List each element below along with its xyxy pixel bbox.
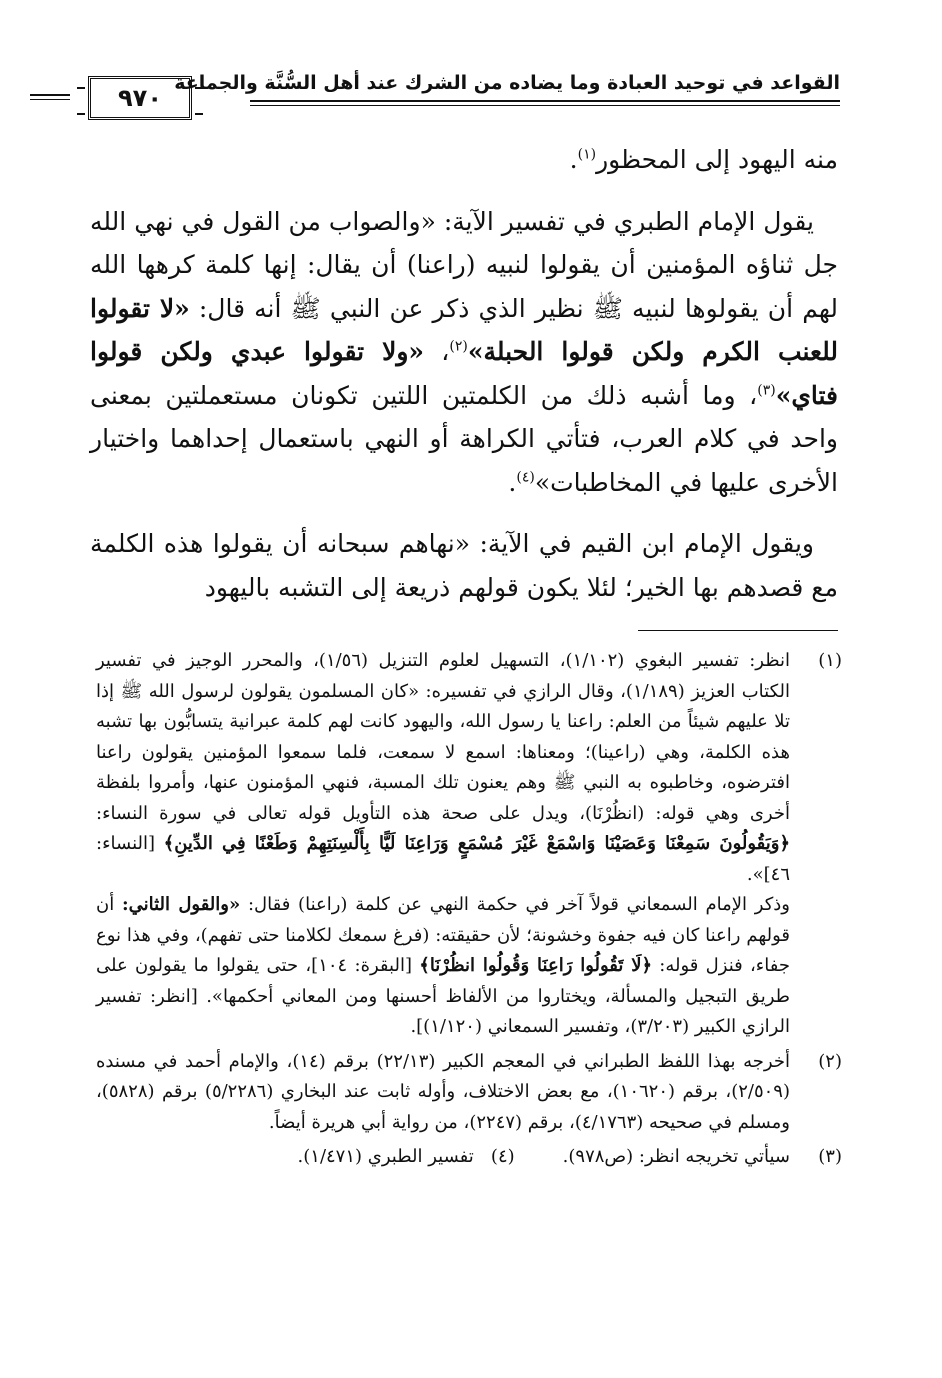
running-title: القواعد في توحيد العبادة وما يضاده من الشرك عند أهل السُّنَّة والجماعة <box>174 72 840 94</box>
footnote-number: (٣) <box>818 1146 842 1167</box>
page-number: ٩٧٠ <box>118 84 162 112</box>
paragraph: ويقول الإمام ابن القيم في الآية: «نهاهم سبحانه أن يقولوا هذه الكلمة مع قصدهم بها الخير؛ لئلا يكون قولهم ذريعة إلى التشبه باليهود <box>90 529 838 602</box>
footnote-4-text: تفسير الطبري (١/٤٧١). <box>297 1146 474 1167</box>
hadith-quote: «لا تقولوا للعنب الكرم ولكن قولوا الحبلة» <box>90 293 838 366</box>
page-header <box>88 70 840 122</box>
footnote-2: (٢) أخرجه بهذا اللفظ الطبراني في المعجم الكبير (٢٢/١٣) برقم (١٤)، والإمام أحمد في مسنده (٢/٥٠٩)، برقم (١٠٦٢٠)، مع بعض الاختلاف، وأوله ثابت عند البخاري (٥/٢٢٨٦) برقم (٥٨٢٨)، ومسلم في صحيحه (٤/١٧٦٣)، برقم (٢٢٤٧)، من رواية أبي هريرة أيضاً. <box>96 1047 842 1139</box>
footnote-ref[interactable]: (١) <box>577 146 597 163</box>
quran-verse: ﴿لَا تَقُولُوا رَاعِنَا وَقُولُوا انظُرْنَا﴾ <box>419 955 653 976</box>
main-text <box>90 138 838 627</box>
footnote-3-4 <box>96 1142 842 1173</box>
footnote-1: (١) انظر: تفسير البغوي (١/١٠٢)، التسهيل لعلوم التنزيل (١/٥٦)، والمحرر الوجيز في تفسير الكتاب العزيز (١/١٨٩)، وقال الرازي في تفسيره: «كان المسلمون يقولون لرسول الله ﷺ إذا تلا عليهم شيئاً من العلم: راعنا يا رسول الله، واليهود كانت لهم كلمة عبرانية يتسابُّون بها تشبه هذه الكلمة، وهي (راعينا)؛ ومعناها: اسمع لا سمعت، فلما سمعوا المؤمنين يقولون راعنا افترضوه، وخاطبوه به النبي ﷺ وهم يعنون تلك المسبة، فنهي المؤمنون عنها، وأمروا بلفظة أخرى وهي قوله: (انظُرْنَا)، ويدل على صحة هذه التأويل قوله تعالى في سورة النساء: ﴿وَيَقُولُونَ سَمِعْنَا وَعَصَيْنَا وَاسْمَعْ غَيْرَ مُسْمَعٍ وَرَاعِنَا لَيًّا بِأَلْسِنَتِهِمْ وَطَعْنًا فِي الدِّينِ﴾ [النساء: ٤٦]». وذكر الإمام السمعاني قولاً آخر في حكمة النهي عن كلمة (راعنا) فقال: «والقول الثاني: أن قولهم راعنا كان فيه جفوة وخشونة؛ لأن حقيقته: (فرغ سمعك لكلامنا حتى تفهم)، وفي هذا نوع جفاء، فنزل قوله: ﴿لَا تَقُولُوا رَاعِنَا وَقُولُوا انظُرْنَا﴾ [البقرة: ١٠٤]، حتى يقولوا ما يقولون على طريق التبجيل والمسألة، ويختاروا من الألفاظ أحسنها ومن المعاني أحكمها». [انظر: تفسير الرازي الكبير (٣/٢٠٣)، وتفسير السمعاني (١/١٢٠)]. <box>96 646 842 1043</box>
footnote-3-text: سيأتي تخريجه انظر: (ص٩٧٨). <box>562 1146 790 1167</box>
footnote-ref[interactable]: (٣) <box>757 382 776 399</box>
footnote-number: (٢) <box>818 1050 842 1072</box>
hadith-quote: «ولا تقولوا عبدي ولكن قولوا فتاي» <box>90 337 838 410</box>
footnote-ref[interactable]: (٢) <box>449 338 468 355</box>
paragraph: منه اليهود إلى المحظور$^{(١)}$. <box>569 145 838 174</box>
header-rule <box>250 100 840 106</box>
footnote-number: (١) <box>818 650 842 671</box>
header-rule-short <box>30 94 70 100</box>
quran-verse: ﴿وَيَقُولُونَ سَمِعْنَا وَعَصَيْنَا وَاسْمَعْ غَيْرَ مُسْمَعٍ وَرَاعِنَا لَيًّا بِأَلْسِنَتِهِمْ وَطَعْنًا فِي الدِّينِ﴾ <box>163 833 791 854</box>
paragraph: يقول الإمام الطبري في تفسير الآية: «والصواب من القول في نهي الله جل ثناؤه المؤمنين أن يقولوا لنبيه (راعنا) أن يقال: إنها كلمة كرهها الله لهم أن يقولوها لنبيه ﷺ نظير الذي ذكر عن النبي ﷺ أنه قال: «لا تقولوا للعنب الكرم ولكن قولوا الحبلة»$^{(٢)}$، «ولا تقولوا عبدي ولكن قولوا فتاي»$^{(٣)}$، وما أشبه ذلك من الكلمتين اللتين تكونان مستعملتين بمعنى واحد في كلام العرب، فتأتي الكراهة أو النهي باستعمال إحداهما واختيار الأخرى عليها في المخاطبات»$^{(٤)}$. <box>90 206 838 497</box>
page-number-box <box>88 76 192 120</box>
footnote-separator <box>638 630 838 631</box>
footnote-ref[interactable]: (٤) <box>516 469 535 486</box>
footnotes <box>96 646 842 1177</box>
footnote-number: (٤) <box>490 1146 515 1167</box>
